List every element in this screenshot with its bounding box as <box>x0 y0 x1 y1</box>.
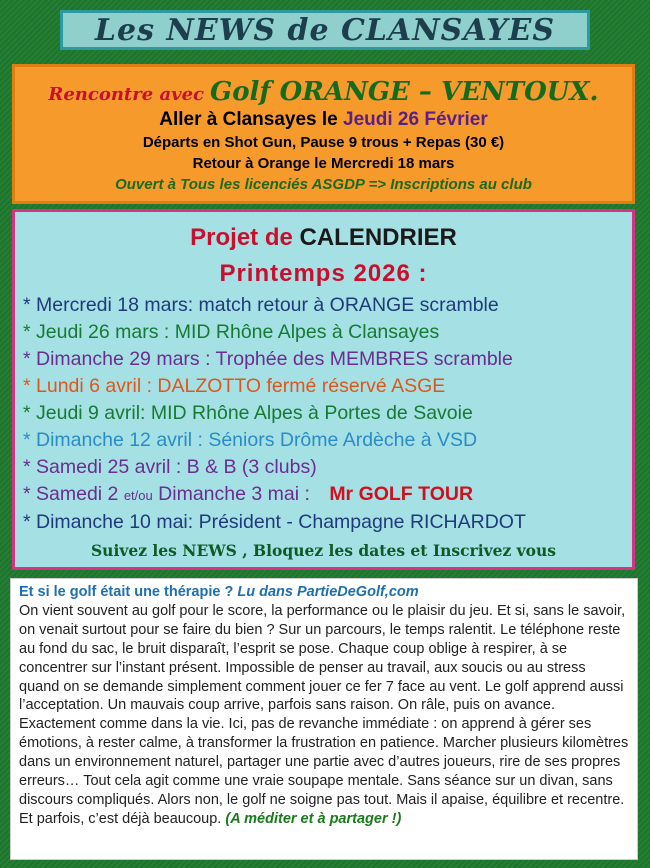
calendar-item: * Samedi 25 avril : B & B (3 clubs) <box>23 456 317 478</box>
calendar-item: * Jeudi 9 avril: MID Rhône Alpes à Portes de Savoie <box>23 402 473 424</box>
rencontre-return-line: Retour à Orange le Mercredi 18 mars <box>192 155 455 172</box>
article-body: On vient souvent au golf pour le score, la performance ou le plaisir du jeu. Et si, sans le savoir, on venait surtout pour se faire du bien ? Sur un parcours, le temps ralentit. Le téléphone reste au fond du sac, le bruit disparaît, l’esprit se pose. Chaque coup oblige à respirer, à se concentrer sur l’instant présent. Impossible de penser au travail, aux soucis ou au stress quand on se demande simplement comment jouer ce fer 7 face au vent. Le golf apprend aussi l’acceptation. Un mauvais coup arrive, parfois sans raison. On râle, puis on avance. Exactement comme dans la vie. Ici, pas de revanche immédiate : on apprend à gérer ses émotions, à rester calme, à transformer la frustration en patience. Marcher plusieurs kilomètres dans un environnement naturel, partager une partie avec d’autres joueurs, rire de ses propres erreurs… Tout cela agit comme une vraie soupape mentale. Sans séance sur un divan, sans discours compliqués. Alors non, le golf ne soigne pas tout. Mais il apaise, équilibre et recentre. Et parfois, c’est déjà beaucoup. <box>19 602 629 827</box>
rencontre-trip-line <box>15 109 632 131</box>
calendar-item-8-part2: Dimanche 3 mai : <box>158 483 310 505</box>
calendar-item: * Lundi 6 avril : DALZOTTO fermé réservé ASGE <box>23 375 446 397</box>
rencontre-open-line: Ouvert à Tous les licenciés ASGDP => Inscriptions au club <box>115 176 532 193</box>
calendar-title-part1: Projet de <box>190 224 293 251</box>
calendar-item: * Dimanche 12 avril : Séniors Drôme Ardèche à VSD <box>23 429 478 451</box>
calendar-footer: Suivez les NEWS , Bloquez les dates et Inscrivez vous <box>90 541 556 560</box>
calendar-item: * Dimanche 29 mars : Trophée des MEMBRES scramble <box>23 348 513 370</box>
calendar-subtitle: Printemps 2026 : <box>219 260 428 287</box>
calendar-list <box>23 292 628 536</box>
newsletter-title-text: Les NEWS de CLANSAYES <box>94 12 556 48</box>
calendar-item-8-etou: et/ou <box>123 488 153 503</box>
golf-orange-name: Golf ORANGE – VENTOUX. <box>209 77 599 107</box>
rencontre-headline <box>15 77 632 107</box>
rencontre-prefix: Rencontre avec <box>48 84 204 105</box>
mr-golf-tour: Mr GOLF TOUR <box>329 483 474 505</box>
calendar-item: * Jeudi 26 mars : MID Rhône Alpes à Clansayes <box>23 321 440 343</box>
trip-date: Jeudi 26 Février <box>343 109 488 130</box>
calendar-title <box>15 224 632 252</box>
rencontre-panel <box>12 64 635 204</box>
calendar-item: * Mercredi 18 mars: match retour à ORANGE scramble <box>23 294 499 316</box>
article-question: Et si le golf était une thérapie ? <box>19 584 234 600</box>
calendar-panel <box>12 209 635 570</box>
calendar-item: * Dimanche 10 mai: Président - Champagne RICHARDOT <box>23 511 526 533</box>
article-source: Lu dans PartieDeGolf,com <box>237 584 419 600</box>
calendar-item <box>23 481 628 509</box>
article-closing: (A méditer et à partager !) <box>225 810 402 827</box>
trip-prefix: Aller à Clansayes le <box>159 109 338 130</box>
calendar-title-part2: CALENDRIER <box>299 224 457 251</box>
newsletter-title <box>60 10 590 50</box>
calendar-item-8-part1: * Samedi 2 <box>23 483 119 505</box>
article-panel <box>10 578 638 860</box>
rencontre-format-line: Départs en Shot Gun, Pause 9 trous + Repas (30 €) <box>142 134 505 151</box>
